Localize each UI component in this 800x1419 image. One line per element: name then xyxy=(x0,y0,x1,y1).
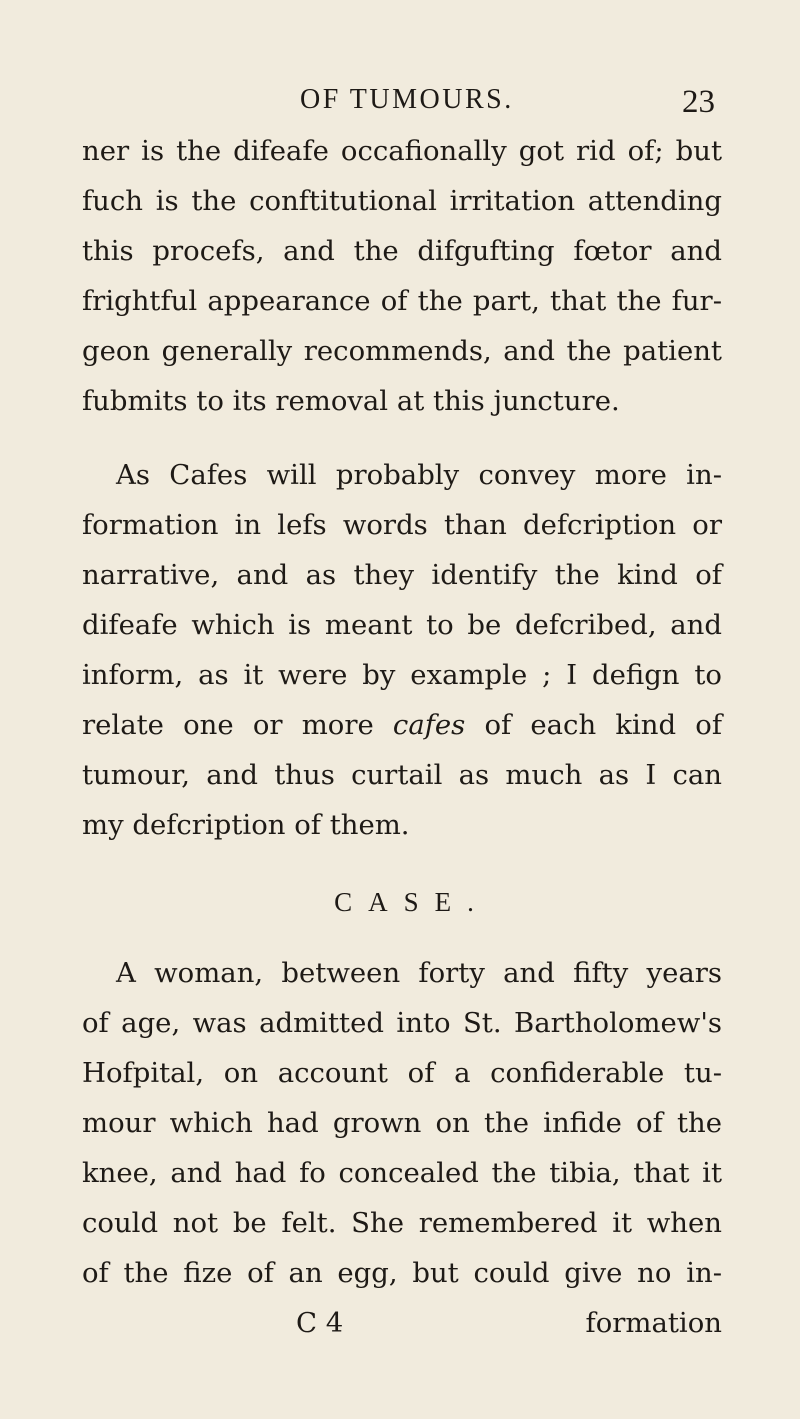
paragraph-2 xyxy=(82,450,722,850)
text-line: frightful appearance of the part, that the fur- xyxy=(82,285,722,317)
text-line-with-italic xyxy=(82,700,722,750)
paragraph-1 xyxy=(82,126,722,426)
text-line: fubmits to its removal at this juncture. xyxy=(82,385,620,417)
page-number: 23 xyxy=(682,84,715,120)
case-heading: CASE. xyxy=(334,887,490,917)
text-line: A woman, between forty and fifty years xyxy=(116,957,722,989)
body-text xyxy=(82,126,722,1348)
text-line: mour which had grown on the infide of the xyxy=(82,1107,722,1139)
text-line: could not be felt. She remembered it when xyxy=(82,1207,722,1239)
text-line: fuch is the conftitutional irritation attending xyxy=(82,185,722,217)
text-run: of each kind of xyxy=(465,709,722,741)
text-line: inform, as it were by example ; I defign to xyxy=(82,659,722,691)
text-line: Hofpital, on account of a confiderable tu- xyxy=(82,1057,722,1089)
catchword: formation xyxy=(585,1307,722,1339)
text-line: As Cafes will probably convey more in- xyxy=(116,459,722,491)
running-head xyxy=(0,84,800,124)
text-line: geon generally recommends, and the patient xyxy=(82,335,722,367)
paragraph-gap xyxy=(82,426,722,450)
italic-word: cafes xyxy=(392,709,466,741)
paragraph-3 xyxy=(82,948,722,1298)
text-line: formation in lefs words than defcription or xyxy=(82,509,722,541)
text-line: ner is the difeafe occafionally got rid of; but xyxy=(82,135,722,167)
text-line: this procefs, and the difgufting fœtor and xyxy=(82,235,722,267)
running-title: OF TUMOURS. xyxy=(300,84,514,115)
page-footer xyxy=(82,1298,722,1348)
signature-mark: C 4 xyxy=(296,1307,344,1339)
text-line: knee, and had fo concealed the tibia, that it xyxy=(82,1157,722,1189)
text-line: my defcription of them. xyxy=(82,809,410,841)
text-line: of age, was admitted into St. Bartholomew's xyxy=(82,1007,722,1039)
text-line: difeafe which is meant to be defcribed, and xyxy=(82,609,722,641)
text-line: of the fize of an egg, but could give no in- xyxy=(82,1257,722,1289)
text-run: relate one or more xyxy=(82,709,393,741)
text-line: tumour, and thus curtail as much as I can xyxy=(82,759,722,791)
text-line: narrative, and as they identify the kind of xyxy=(82,559,722,591)
